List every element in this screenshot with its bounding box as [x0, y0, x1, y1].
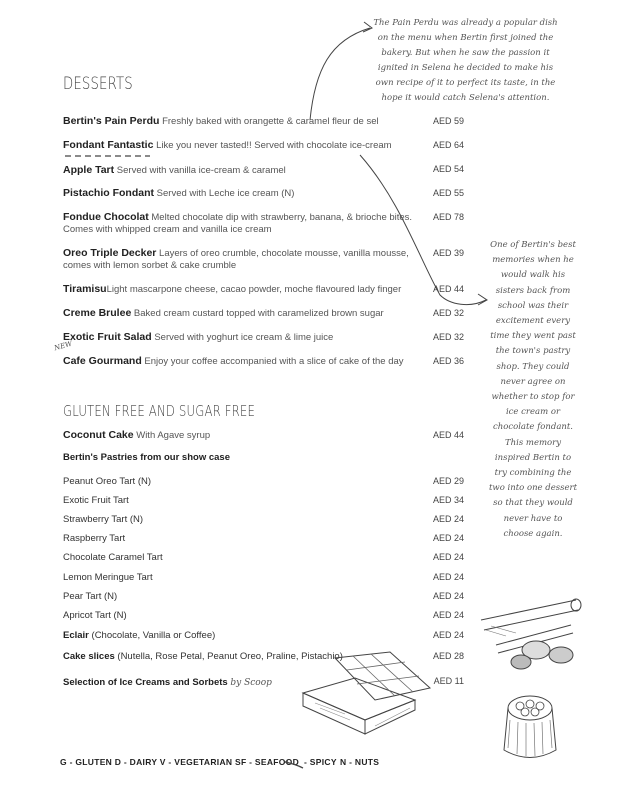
pastry-item: Peanut Oreo Tart (N) [63, 476, 152, 487]
pastry-item: Exotic Fruit Tart [63, 495, 129, 506]
price: AED 54 [432, 164, 464, 174]
menu-item: Bertin's Pain Perdu Freshly baked with orangette & caramel fleur de sel [63, 115, 379, 127]
pastry-item: Strawberry Tart (N) [63, 514, 144, 525]
pastry-item: Apricot Tart (N) [63, 610, 127, 621]
price: AED 64 [432, 140, 464, 150]
eclair-item: Eclair (Chocolate, Vanilla or Coffee) [63, 630, 216, 641]
chocolate-bar-illustration [295, 648, 435, 748]
price: AED 32 [432, 308, 464, 318]
price: AED 28 [432, 651, 464, 661]
menu-item: TiramisuLight mascarpone cheese, cacao powder, moche flavoured lady finger [63, 283, 402, 295]
cake-slices-item: Cake slices (Nutella, Rose Petal, Peanut Oreo, Praline, Pistachio) [63, 651, 343, 662]
desserts-title: DESSERTS [63, 74, 133, 94]
honeycomb-cake-illustration [490, 690, 570, 770]
ice-creams-item: Selection of Ice Creams and Sorbets by Scoop [63, 677, 272, 688]
pastry-item: Raspberry Tart [63, 533, 126, 544]
price: AED 24 [432, 514, 464, 524]
menu-item: Apple Tart Served with vanilla ice-cream & caramel [63, 164, 286, 176]
price: AED 24 [432, 552, 464, 562]
menu-item: Exotic Fruit Salad Served with yoghurt ice cream & lime juice [63, 331, 334, 343]
price: AED 29 [432, 476, 464, 486]
price: AED 44 [432, 284, 464, 294]
menu-item: Creme Brulee Baked cream custard topped with caramelized brown sugar [63, 307, 384, 319]
menu-item: Fondue Chocolat Melted chocolate dip with strawberry, banana, & brioche bites. Comes with whipped cream and vanilla ice cream [63, 211, 413, 235]
menu-item: Coconut Cake With Agave syrup [63, 429, 211, 441]
price: AED 39 [432, 248, 464, 258]
arrow-to-pain-perdu [310, 28, 370, 120]
spicy-legend: - SPICY [304, 757, 337, 767]
price: AED 59 [432, 116, 464, 126]
price: AED 78 [432, 212, 464, 222]
pastry-item: Pear Tart (N) [63, 591, 118, 602]
price: AED 32 [432, 332, 464, 342]
gluten-free-title: GLUTEN FREE AND SUGAR FREE [63, 402, 256, 420]
price: AED 44 [432, 430, 464, 440]
menu-item: Oreo Triple Decker Layers of oreo crumble, chocolate mousse, vanilla mousse, comes with lemon sorbet & cake crumble [63, 247, 409, 271]
price: AED 24 [432, 610, 464, 620]
cinnamon-illustration [476, 590, 586, 680]
price: AED 55 [432, 188, 464, 198]
menu-item: Pistachio Fondant Served with Leche ice cream (N) [63, 187, 295, 199]
price: AED 11 [433, 676, 464, 686]
story-note-fondant: One of Bertin's best memories when he would walk his sisters back from school was their excitement every time they went past the town's pastry shop. They could never agree on whether to stop for ice cream or chocolate fondant. This memory inspired Bertin to try combining the two into one dessert so that they would never have to choose again. [489, 240, 577, 539]
story-note-pain-perdu: The Pain Perdu was already a popular dish on the menu when Bertin first joined the bakery. But when he saw the passion it ignited in Selena he decided to make his own recipe of it to perfect its taste, in the hope it would catch Selena's attention. [373, 18, 558, 103]
menu-item: Cafe Gourmand Enjoy your coffee accompanied with a slice of cake of the day [63, 355, 404, 367]
pastry-item: Lemon Meringue Tart [63, 572, 153, 583]
price: AED 34 [432, 495, 464, 505]
pastry-item: Chocolate Caramel Tart [63, 552, 163, 563]
arrow-head-fondant [478, 294, 487, 305]
price: AED 24 [432, 630, 464, 640]
nuts-legend: N - NUTS [340, 757, 380, 767]
new-badge: NEW [53, 339, 74, 353]
price: AED 24 [432, 572, 464, 582]
price: AED 24 [432, 533, 464, 543]
allergen-legend: G - GLUTEN D - DAIRY V - VEGETARIAN SF - SEAFOOD [60, 757, 300, 767]
price: AED 24 [432, 591, 464, 601]
pastries-heading: Bertin's Pastries from our show case [63, 452, 230, 463]
menu-item: Fondant Fantastic Like you never tasted!! Served with chocolate ice-cream [63, 139, 392, 151]
price: AED 36 [432, 356, 464, 366]
